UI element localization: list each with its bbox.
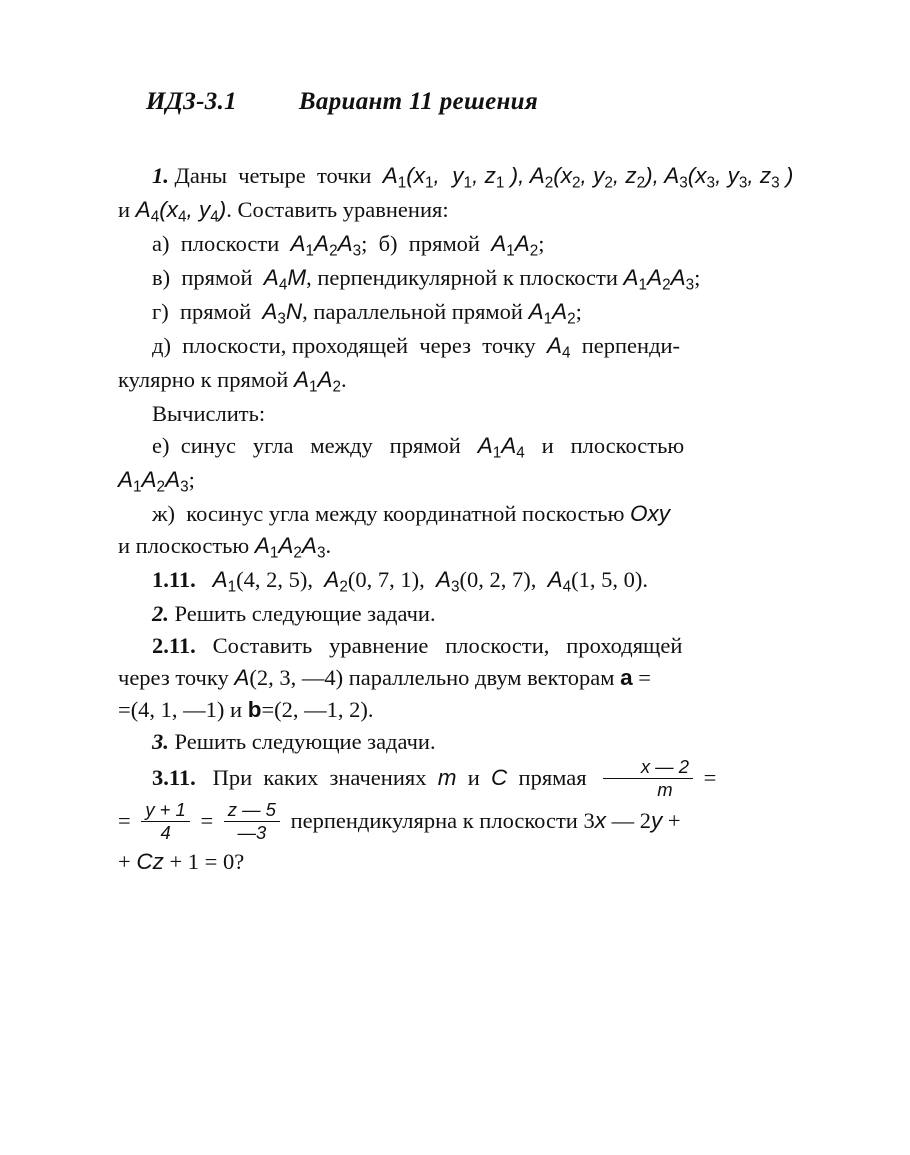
fraction-2-denominator: 4 bbox=[160, 822, 171, 844]
task-1-item-g: г) прямой $A_3N$, параллельной прямой $A_1A_2$; bbox=[152, 299, 582, 328]
assignment-code: ИДЗ-3.1 bbox=[146, 88, 237, 115]
task-2-11-line2: через точку A(2, 3, —4) параллельно двум векторам a = bbox=[118, 664, 651, 690]
fraction-2-numerator: y + 1 bbox=[141, 800, 190, 822]
task-2-11 bbox=[118, 630, 838, 662]
task-1-number: 1. bbox=[152, 163, 169, 188]
fraction-3-numerator: z — 5 bbox=[224, 800, 280, 822]
task-1-item-zh: ж) косинус угла между координатной поскостью Oxy bbox=[152, 500, 671, 526]
task-2-11-line1: Составить уравнение плоскости, проходящей bbox=[201, 632, 683, 658]
task-2-11-line3: =(4, 1, —1) и b=(2, —1, 2). bbox=[118, 696, 374, 722]
equals-1: = bbox=[703, 764, 717, 790]
fraction-1-numerator: x — 2 bbox=[603, 757, 693, 779]
task-1-intro-cont: и $A_4(x_4$, $y_4$). Составить уравнения: bbox=[118, 197, 449, 226]
task-1-11 bbox=[118, 564, 838, 598]
task-2-number: 2. bbox=[152, 600, 169, 626]
task-1-intro-text: Даны четыре точки bbox=[174, 163, 383, 188]
task-1-item-a: а) плоскости $A_1A_2A_3$; б) прямой $A_1A_2$; bbox=[152, 231, 545, 260]
page-header bbox=[146, 88, 838, 116]
fraction-1 bbox=[603, 757, 693, 801]
fraction-3 bbox=[224, 800, 280, 844]
task-2-text: Решить следующие задачи. bbox=[174, 600, 436, 626]
task-1-points: $A_1(x_1$, $y_1$, $z_1$ ), $A_2(x_2$, $y_2$, $z_2$), $A_3(x_3$, $y_3$, $z_3$ ) bbox=[382, 163, 794, 192]
task-1-11-number: 1.11. bbox=[152, 566, 196, 592]
task-3-number: 3. bbox=[152, 728, 169, 754]
task-3-11-text-a: При каких значениях m и C прямая bbox=[201, 764, 593, 790]
fraction-3-denominator: —3 bbox=[237, 822, 267, 844]
variant-title: Вариант 11 решения bbox=[298, 88, 539, 115]
task-2-11-number: 2.11. bbox=[152, 632, 196, 658]
task-1-intro bbox=[118, 160, 838, 194]
point-a4: $A_4(x_4$, $y_4$) bbox=[135, 197, 227, 226]
task-2 bbox=[118, 598, 838, 630]
task-3-11-line2: = $\frac{y + 1}{4}$ = $\frac{z — 5}{—3}$ перпендикулярна к плоскости 3x — 2y + bbox=[118, 799, 681, 844]
fraction-1-denominator: m bbox=[657, 778, 673, 800]
task-3-11-number: 3.11. bbox=[152, 764, 196, 790]
task-3-text: Решить следующие задачи. bbox=[174, 728, 436, 754]
task-3-11-line3: + Cz + 1 = 0? bbox=[118, 848, 245, 874]
task-1-compute: Вычислить: bbox=[152, 401, 266, 426]
fraction-2 bbox=[141, 800, 190, 844]
task-1-item-e-cont: $A_1A_2A_3$; bbox=[118, 466, 195, 496]
task-3-11-tail: перпендикулярна к плоскости 3x — 2y + bbox=[290, 808, 681, 834]
task-1-11-text: $A_1(4$, 2, 5), $A_2(0$, 7, 1), $A_3(0$, 2, 7), $A_4(1$, 5, 0). bbox=[212, 566, 649, 596]
task-1-item-e: е) синус угла между прямой $A_1A_4$ и плоскостью bbox=[152, 432, 685, 462]
task-1-item-d: д) плоскости, проходящей через точку $A_4$ перпенди- bbox=[152, 333, 681, 362]
task-1-item-v: в) прямой $A_4M$, перпендикулярной к плоскости $A_1A_2A_3$; bbox=[152, 265, 701, 294]
task-1-item-d-cont: кулярно к прямой $A_1A_2$. bbox=[118, 367, 347, 396]
task-3 bbox=[118, 726, 838, 758]
task-1-item-zh-cont: и плоскостью $A_1A_2A_3$. bbox=[118, 532, 332, 562]
task-3-11-line1 bbox=[118, 755, 838, 802]
